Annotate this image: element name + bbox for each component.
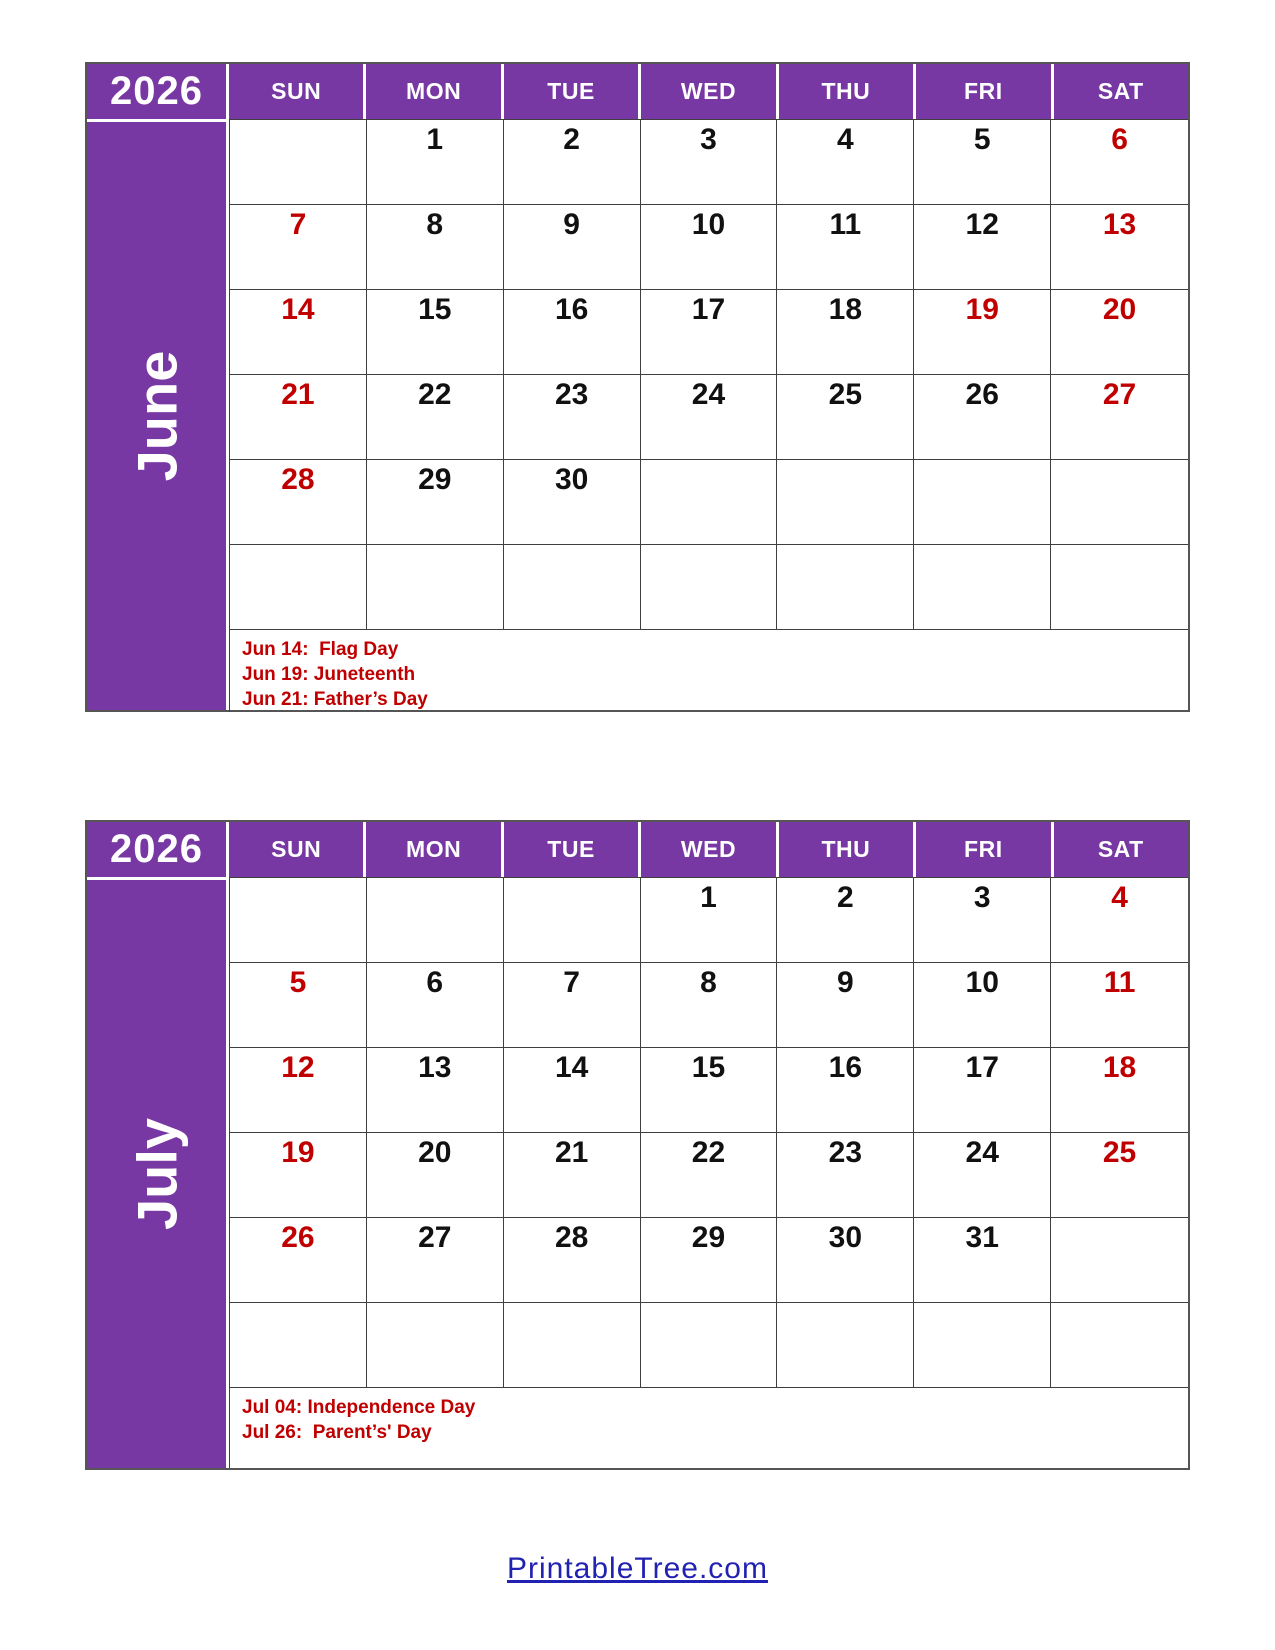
calendar-day-empty bbox=[641, 545, 778, 630]
calendar-day-july-13: 13 bbox=[367, 1048, 504, 1133]
calendar-day-july-18: 18 bbox=[1051, 1048, 1188, 1133]
calendar-day-empty bbox=[1051, 460, 1188, 545]
calendar-day-june-28: 28 bbox=[230, 460, 367, 545]
day-grid bbox=[229, 877, 1188, 1388]
calendar-day-empty bbox=[914, 545, 1051, 630]
weekday-header-sat: SAT bbox=[1054, 64, 1188, 119]
calendar-day-june-5: 5 bbox=[914, 120, 1051, 205]
holiday-note: Jun 19: Juneteenth bbox=[242, 664, 416, 685]
calendar-day-empty bbox=[914, 1303, 1051, 1388]
calendar-day-june-25: 25 bbox=[777, 375, 914, 460]
calendar-day-empty bbox=[914, 460, 1051, 545]
weekday-header-fri: FRI bbox=[916, 822, 1053, 877]
calendar-day-empty bbox=[777, 1303, 914, 1388]
calendar-day-june-12: 12 bbox=[914, 205, 1051, 290]
calendar-day-june-18: 18 bbox=[777, 290, 914, 375]
calendar-day-june-20: 20 bbox=[1051, 290, 1188, 375]
july-sidebar bbox=[87, 877, 229, 1468]
calendar-day-june-24: 24 bbox=[641, 375, 778, 460]
calendar-day-july-1: 1 bbox=[641, 878, 778, 963]
weekday-header-tue: TUE bbox=[504, 64, 641, 119]
weekday-header-sun: SUN bbox=[229, 64, 366, 119]
weekday-header-mon: MON bbox=[366, 822, 503, 877]
calendar-day-july-25: 25 bbox=[1051, 1133, 1188, 1218]
calendar-day-june-1: 1 bbox=[367, 120, 504, 205]
june-header-row bbox=[87, 64, 1188, 119]
calendar-day-july-30: 30 bbox=[777, 1218, 914, 1303]
calendar-day-july-6: 6 bbox=[367, 963, 504, 1048]
footer bbox=[0, 1552, 1275, 1586]
calendar-day-empty bbox=[504, 1303, 641, 1388]
june-body bbox=[87, 119, 1188, 710]
calendar-day-june-23: 23 bbox=[504, 375, 641, 460]
weekday-header-tue: TUE bbox=[504, 822, 641, 877]
calendar-day-july-16: 16 bbox=[777, 1048, 914, 1133]
calendar-day-july-24: 24 bbox=[914, 1133, 1051, 1218]
calendar-day-june-14: 14 bbox=[230, 290, 367, 375]
calendar-day-july-31: 31 bbox=[914, 1218, 1051, 1303]
calendar-day-july-2: 2 bbox=[777, 878, 914, 963]
holiday-note: Jul 26: Parent’s' Day bbox=[242, 1422, 432, 1443]
day-grid bbox=[229, 119, 1188, 630]
calendar-day-empty bbox=[1051, 545, 1188, 630]
calendar-day-empty bbox=[230, 878, 367, 963]
weekday-header-mon: MON bbox=[366, 64, 503, 119]
month-name-label: June bbox=[125, 350, 188, 482]
calendar-day-july-7: 7 bbox=[504, 963, 641, 1048]
calendar-day-july-21: 21 bbox=[504, 1133, 641, 1218]
calendar-day-july-9: 9 bbox=[777, 963, 914, 1048]
calendar-day-june-4: 4 bbox=[777, 120, 914, 205]
calendar-day-july-8: 8 bbox=[641, 963, 778, 1048]
calendar-day-empty bbox=[641, 460, 778, 545]
holiday-notes bbox=[229, 630, 1188, 712]
weekday-row bbox=[229, 64, 1188, 119]
holiday-note: Jun 14: Flag Day bbox=[242, 639, 399, 660]
june-grid-area bbox=[229, 119, 1188, 710]
calendar-day-empty bbox=[777, 545, 914, 630]
weekday-row bbox=[229, 822, 1188, 877]
calendar-day-empty bbox=[504, 878, 641, 963]
calendar-day-june-30: 30 bbox=[504, 460, 641, 545]
weekday-header-sat: SAT bbox=[1054, 822, 1188, 877]
calendar-day-july-10: 10 bbox=[914, 963, 1051, 1048]
calendar-day-july-12: 12 bbox=[230, 1048, 367, 1133]
calendar-day-july-22: 22 bbox=[641, 1133, 778, 1218]
calendar-day-empty bbox=[367, 878, 504, 963]
year-label: 2026 bbox=[87, 822, 229, 877]
calendar-day-empty bbox=[230, 120, 367, 205]
calendar-day-empty bbox=[367, 545, 504, 630]
july-body bbox=[87, 877, 1188, 1468]
calendar-day-july-26: 26 bbox=[230, 1218, 367, 1303]
calendar-day-june-8: 8 bbox=[367, 205, 504, 290]
weekday-header-wed: WED bbox=[641, 64, 778, 119]
calendar-day-july-15: 15 bbox=[641, 1048, 778, 1133]
calendar-day-july-27: 27 bbox=[367, 1218, 504, 1303]
calendar-day-july-11: 11 bbox=[1051, 963, 1188, 1048]
calendar-day-empty bbox=[1051, 1303, 1188, 1388]
calendar-day-june-17: 17 bbox=[641, 290, 778, 375]
calendar-day-july-20: 20 bbox=[367, 1133, 504, 1218]
calendar-day-june-22: 22 bbox=[367, 375, 504, 460]
calendar-day-june-15: 15 bbox=[367, 290, 504, 375]
month-name-label: July bbox=[125, 1117, 188, 1231]
calendar-day-june-3: 3 bbox=[641, 120, 778, 205]
calendar-day-empty bbox=[504, 545, 641, 630]
calendar-day-july-28: 28 bbox=[504, 1218, 641, 1303]
weekday-header-fri: FRI bbox=[916, 64, 1053, 119]
weekday-header-thu: THU bbox=[779, 822, 916, 877]
calendar-day-july-29: 29 bbox=[641, 1218, 778, 1303]
calendar-day-june-27: 27 bbox=[1051, 375, 1188, 460]
calendar-day-june-26: 26 bbox=[914, 375, 1051, 460]
holiday-note: Jul 04: Independence Day bbox=[242, 1397, 476, 1418]
calendar-day-july-14: 14 bbox=[504, 1048, 641, 1133]
calendar-day-june-16: 16 bbox=[504, 290, 641, 375]
july-grid-area bbox=[229, 877, 1188, 1468]
weekday-header-wed: WED bbox=[641, 822, 778, 877]
calendar-day-july-3: 3 bbox=[914, 878, 1051, 963]
calendar-day-july-23: 23 bbox=[777, 1133, 914, 1218]
june-sidebar bbox=[87, 119, 229, 710]
holiday-note: Jun 21: Father’s Day bbox=[242, 689, 428, 710]
calendar-day-june-7: 7 bbox=[230, 205, 367, 290]
calendar-day-empty bbox=[777, 460, 914, 545]
calendar-day-july-4: 4 bbox=[1051, 878, 1188, 963]
calendar-day-june-11: 11 bbox=[777, 205, 914, 290]
printabletree-link[interactable]: PrintableTree.com bbox=[507, 1552, 768, 1585]
calendar-day-empty bbox=[230, 545, 367, 630]
calendar-day-june-9: 9 bbox=[504, 205, 641, 290]
calendar-day-empty bbox=[1051, 1218, 1188, 1303]
calendar-day-june-13: 13 bbox=[1051, 205, 1188, 290]
calendar-day-empty bbox=[367, 1303, 504, 1388]
calendar-day-june-2: 2 bbox=[504, 120, 641, 205]
july-header-row bbox=[87, 822, 1188, 877]
calendar-day-july-17: 17 bbox=[914, 1048, 1051, 1133]
year-label: 2026 bbox=[87, 64, 229, 119]
holiday-notes bbox=[229, 1388, 1188, 1468]
calendar-day-june-29: 29 bbox=[367, 460, 504, 545]
july-calendar bbox=[85, 820, 1190, 1470]
calendar-day-empty bbox=[230, 1303, 367, 1388]
calendar-day-july-19: 19 bbox=[230, 1133, 367, 1218]
weekday-header-sun: SUN bbox=[229, 822, 366, 877]
calendar-day-empty bbox=[641, 1303, 778, 1388]
calendar-day-june-10: 10 bbox=[641, 205, 778, 290]
calendar-day-june-21: 21 bbox=[230, 375, 367, 460]
weekday-header-thu: THU bbox=[779, 64, 916, 119]
calendar-day-june-6: 6 bbox=[1051, 120, 1188, 205]
june-calendar bbox=[85, 62, 1190, 712]
calendar-day-june-19: 19 bbox=[914, 290, 1051, 375]
calendar-day-july-5: 5 bbox=[230, 963, 367, 1048]
